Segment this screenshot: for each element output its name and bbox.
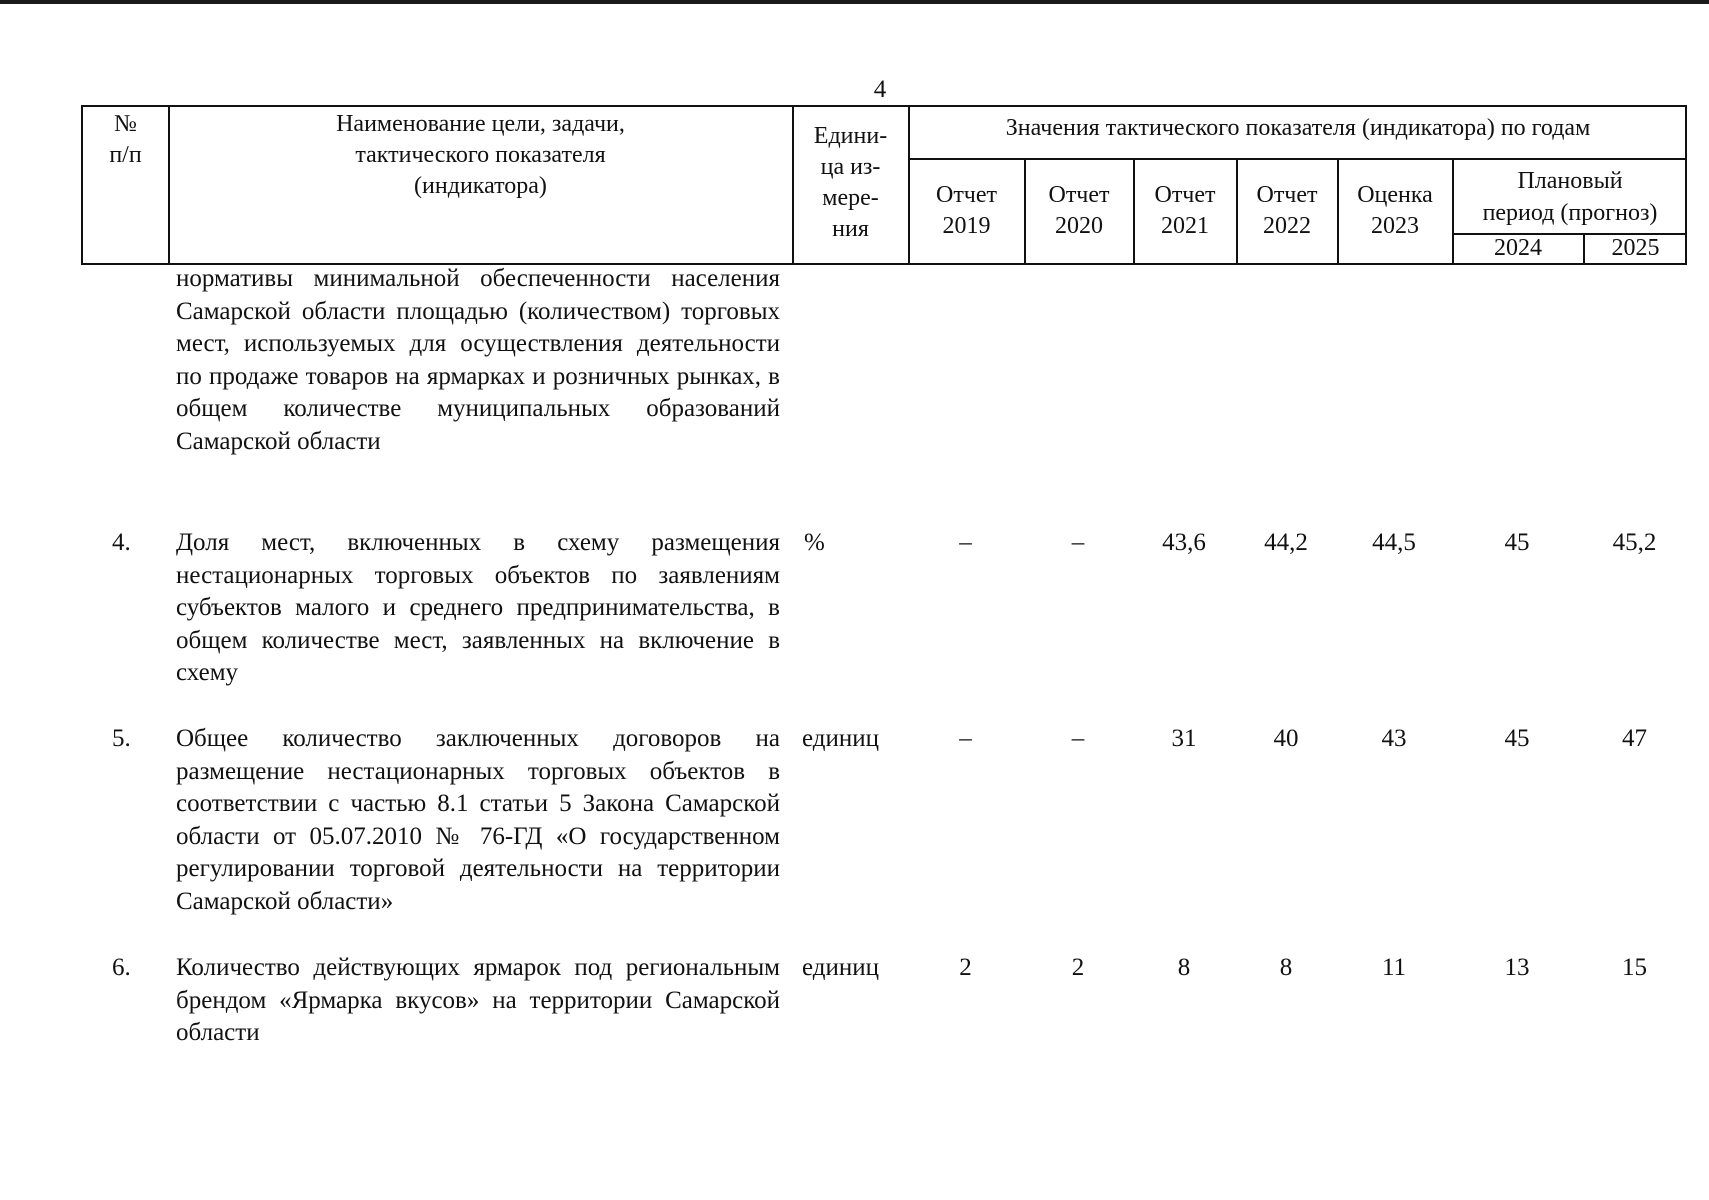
row-name: Доля мест, включенных в схему размещения нестационарных торговых объектов по заявлениям субъектов малого и среднего предпринимательства, в общем количестве мест, заявленных на включение в схему [176,529,780,686]
value-2024: 45 [1504,725,1530,752]
value-2022: 40 [1273,725,1299,752]
header-year-2024: 2024 [1494,235,1542,261]
row-number: 4. [112,529,131,556]
header-year-2019: Отчет 2019 [935,182,998,239]
value-2025: 15 [1622,954,1647,981]
header-unit: Едини- ца из- мере- ния [813,123,888,242]
continuation-text: нормативы минимальной обеспеченности населения Самарской области площадью (количеством) торговых мест, используемых для осуществления деятельности по продаже товаров на ярмарках и розничных рынках, в общем количестве муниципальных образований Самарской области [176,265,780,455]
value-2020: 2 [1071,954,1085,981]
page-top-border [0,0,1709,4]
header-plan-period: Плановый период (прогноз) [1482,168,1658,226]
page-number: 4 [873,76,887,103]
value-2022: 8 [1279,954,1293,981]
value-2020: – [1071,725,1085,752]
value-2025: 47 [1622,725,1647,752]
header-year-2025: 2025 [1611,235,1660,261]
value-2020: – [1071,529,1085,556]
value-2023: 43 [1381,725,1407,752]
row-name: Количество действующих ярмарок под региональным брендом «Ярмарка вкусов» на территории Самарской области [176,954,780,1046]
header-year-2022: Отчет 2022 [1256,182,1318,239]
value-2021: 31 [1171,725,1197,752]
header-year-2021: Отчет 2021 [1154,182,1216,239]
row-name: Общее количество заключенных договоров на размещение нестационарных торговых объектов в соответствии с частью 8.1 статьи 5 Закона Самарской области от 05.07.2010 № 76-ГД «О государственном регулировании торговой деятельности на территории Самарской области» [176,725,780,915]
header-name: Наименование цели, задачи, тактического показателя (индикатора) [336,111,625,199]
value-2023: 44,5 [1372,529,1416,556]
value-2025: 45,2 [1612,529,1657,556]
row-number: 5. [112,725,131,752]
row-number: 6. [112,954,131,981]
value-2024: 13 [1504,954,1530,981]
value-2019: – [959,725,972,752]
row-unit: % [804,529,825,556]
header-year-2020: Отчет 2020 [1048,182,1110,239]
value-2022: 44,2 [1264,529,1308,556]
value-2019: 2 [959,954,972,981]
value-2024: 45 [1504,529,1530,556]
value-2019: – [959,529,972,556]
header-number: № п/п [109,111,142,168]
header-values: Значения тактического показателя (индикатора) по годам [1005,115,1591,141]
table-header [81,105,1687,265]
value-2021: 8 [1177,954,1191,981]
value-2021: 43,6 [1162,529,1206,556]
header-year-2023: Оценка 2023 [1357,182,1433,239]
value-2023: 11 [1381,954,1407,981]
row-unit: единиц [802,954,880,981]
row-unit: единиц [802,725,880,752]
